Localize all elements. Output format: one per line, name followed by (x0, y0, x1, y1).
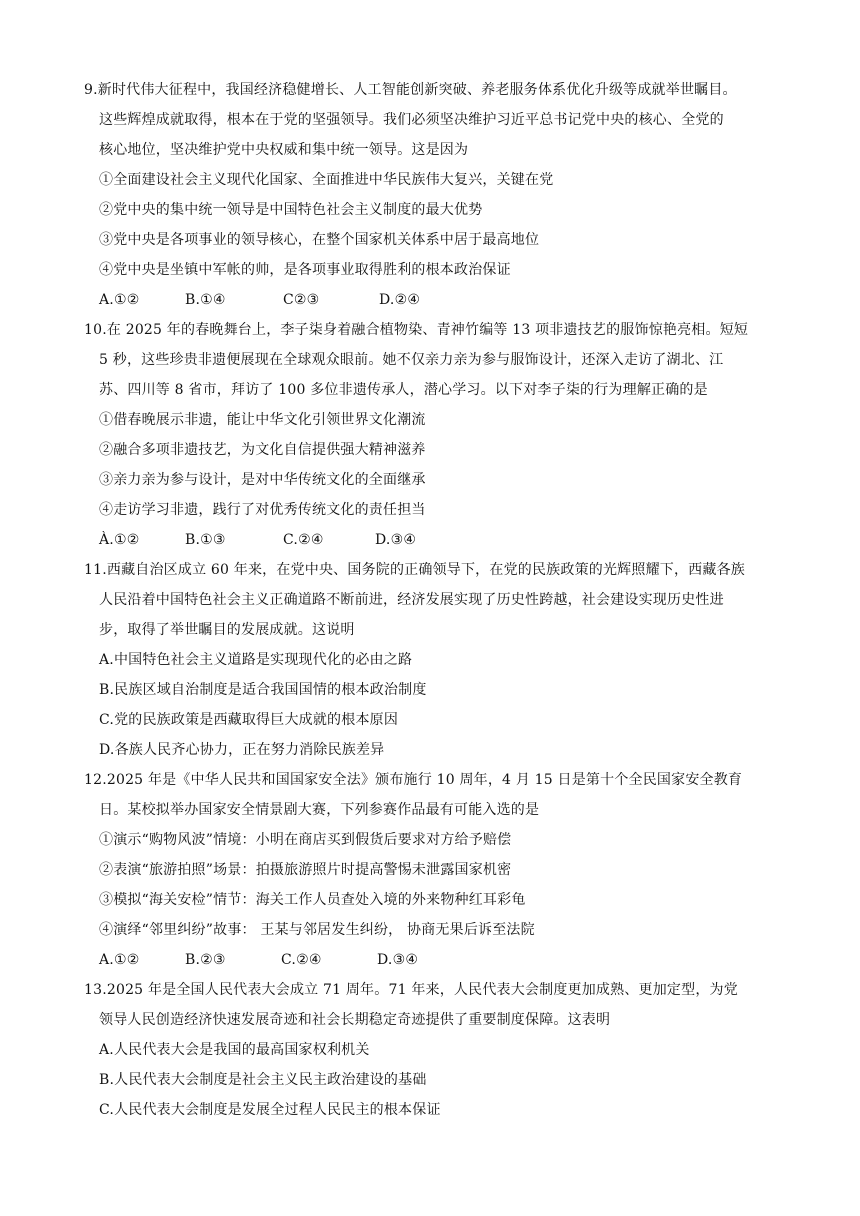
question-stem-line: 12.2025 年是《中华人民共和国国家安全法》颁布施行 10 周年，4 月 15 日是第十个全民国家安全教育 (84, 772, 743, 788)
question-stem-line: 11.西藏自治区成立 60 年来，在党中央、国务院的正确领导下，在党的民族政策的光辉照耀下，西藏各族 (84, 562, 745, 578)
statement-3: ③党中央是各项事业的领导核心，在整个国家机关体系中居于最高地位 (99, 232, 540, 248)
question-stem-line: 9.新时代伟大征程中，我国经济稳健增长、人工智能创新突破、养老服务体系优化升级等成就举世瞩目。 (84, 82, 737, 98)
option-c[interactable]: C.②④ (283, 532, 324, 548)
option-a[interactable]: A.①② (99, 952, 140, 968)
option-b[interactable]: B.①③ (185, 532, 226, 548)
question-stem-line: 苏、四川等 8 省市，拜访了 100 多位非遗传承人，潜心学习。以下对李子柒的行为理解正确的是 (99, 382, 708, 398)
question-stem-line: 5 秒，这些珍贵非遗便展现在全球观众眼前。她不仅亲力亲为参与服饰设计，还深入走访了湖北、江 (99, 352, 724, 368)
answer-options (99, 290, 420, 310)
choice-c[interactable]: C.党的民族政策是西藏取得巨大成就的根本原因 (99, 712, 399, 728)
statement-4: ④演绎“邻里纠纷”故事： 王某与邻居发生纠纷， 协商无果后诉至法院 (99, 922, 535, 938)
question-stem-line: 步，取得了举世瞩目的发展成就。这说明 (99, 622, 355, 638)
statement-2: ②党中央的集中统一领导是中国特色社会主义制度的最大优势 (99, 202, 483, 218)
option-a[interactable]: A.①② (99, 292, 140, 308)
option-b[interactable]: B.①④ (185, 292, 226, 308)
answer-options (99, 530, 416, 550)
statement-2: ②表演“旅游拍照”场景：拍摄旅游照片时提高警惕未泄露国家机密 (99, 862, 512, 878)
answer-options (99, 950, 418, 970)
statement-1: ①全面建设社会主义现代化国家、全面推进中华民族伟大复兴，关键在党 (99, 172, 554, 188)
option-d[interactable]: D.③④ (377, 952, 419, 968)
question-stem-line: 10.在 2025 年的春晚舞台上，李子柒身着融合植物染、青神竹编等 13 项非遗技艺的服饰惊艳亮相。短短 (84, 322, 749, 338)
statement-4: ④走访学习非遗，践行了对优秀传统文化的责任担当 (99, 502, 426, 518)
choice-a[interactable]: A.中国特色社会主义道路是实现现代化的必由之路 (99, 652, 413, 668)
choice-b[interactable]: B.民族区域自治制度是适合我国国情的根本政治制度 (99, 682, 427, 698)
option-c[interactable]: C.②④ (281, 952, 322, 968)
statement-3: ③亲力亲为参与设计，是对中华传统文化的全面继承 (99, 472, 426, 488)
question-stem-line: 日。某校拟举办国家安全情景剧大赛，下列参赛作品最有可能入选的是 (99, 802, 540, 818)
statement-3: ③模拟“海关安检”情节：海关工作人员查处入境的外来物种红耳彩龟 (99, 892, 526, 908)
option-d[interactable]: D.③④ (375, 532, 417, 548)
question-stem-line: 核心地位，坚决维护党中央权威和集中统一领导。这是因为 (99, 142, 469, 158)
option-c[interactable]: C②③ (283, 292, 320, 308)
question-stem-line: 13.2025 年是全国人民代表大会成立 71 周年。71 年来，人民代表大会制度更加成熟、更加定型，为党 (84, 982, 738, 998)
statement-2: ②融合多项非遗技艺，为文化自信提供强大精神滋养 (99, 442, 426, 458)
question-stem-line: 人民沿着中国特色社会主义正确道路不断前进，经济发展实现了历史性跨越，社会建设实现历史性进 (99, 592, 724, 608)
question-stem-line: 这些辉煌成就取得，根本在于党的坚强领导。我们必须坚决维护习近平总书记党中央的核心、全党的 (99, 112, 724, 128)
question-stem-line: 领导人民创造经济快速发展奇迹和社会长期稳定奇迹提供了重要制度保障。这表明 (99, 1012, 611, 1028)
statement-1: ①借春晚展示非遗，能让中华文化引领世界文化潮流 (99, 412, 426, 428)
option-d[interactable]: D.②④ (379, 292, 421, 308)
statement-4: ④党中央是坐镇中军帐的帅，是各项事业取得胜利的根本政治保证 (99, 262, 511, 278)
option-b[interactable]: B.②③ (185, 952, 226, 968)
choice-b[interactable]: B.人民代表大会制度是社会主义民主政治建设的基础 (99, 1072, 427, 1088)
choice-d[interactable]: D.各族人民齐心协力，正在努力消除民族差异 (99, 742, 385, 758)
statement-1: ①演示“购物风波”情境：小明在商店买到假货后要求对方给予赔偿 (99, 832, 512, 848)
option-a[interactable]: À.①② (99, 532, 140, 548)
choice-c[interactable]: C.人民代表大会制度是发展全过程人民民主的根本保证 (99, 1102, 441, 1118)
choice-a[interactable]: A.人民代表大会是我国的最高国家权利机关 (99, 1042, 370, 1058)
